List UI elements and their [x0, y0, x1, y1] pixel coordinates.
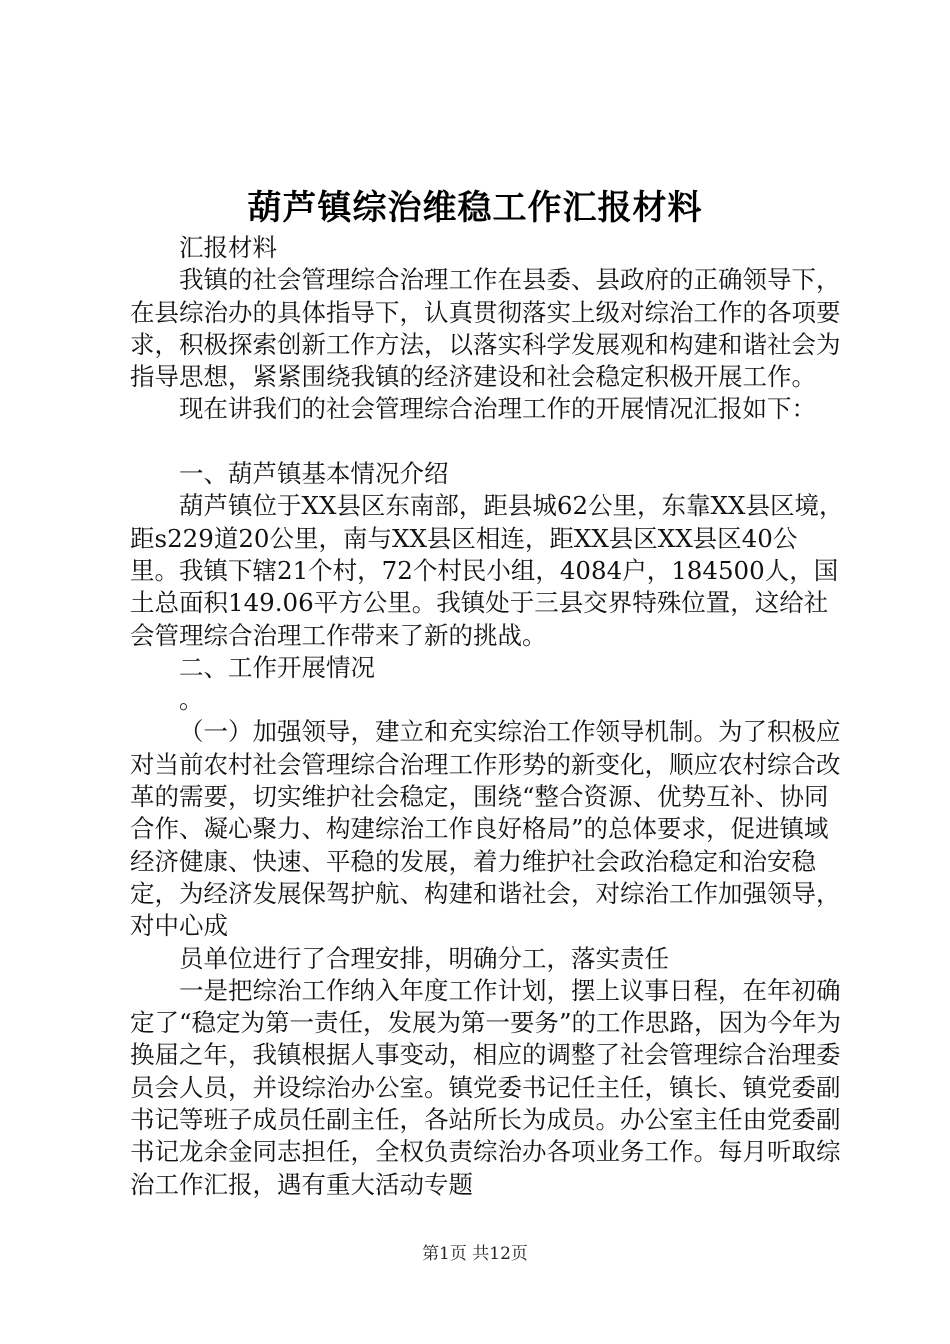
paragraph-report-lead: 现在讲我们的社会管理综合治理工作的开展情况汇报如下： [179, 394, 816, 424]
paragraph-leadership: （一）加强领导，建立和充实综治工作领导机制。为了积极应对当前农村社会管理综合治理工作形势的新变化，顺应农村综合改革的需要，切实维护社会稳定，围绕“整合资源、优势互补、协同合作、凝心聚力、构建综治工作良好格局”的总体要求，促进镇域经济健康、快速、平稳的发展，着力维护社会政治稳定和治安稳定，为经济发展保驾护航、构建和谐社会，对综治工作加强领导，对中心成 [130, 717, 841, 941]
section-heading-basic-info: 一、葫芦镇基本情况介绍 [179, 459, 449, 489]
document-body [130, 232, 844, 1201]
paragraph-period: 。 [179, 685, 204, 715]
document-title: 葫芦镇综治维稳工作汇报材料 [247, 188, 703, 228]
section-heading-work: 二、工作开展情况 [179, 652, 375, 682]
blank-line [130, 426, 844, 458]
page-number-footer: 第1页 共12页 [422, 1244, 528, 1264]
paragraph-intro: 我镇的社会管理综合治理工作在县委、县政府的正确领导下，在县综治办的具体指导下，认真贯彻落实上级对综治工作的各项要求，积极探索创新工作方法，以落实科学发展观和构建和谐社会为指导思想，紧紧围绕我镇的经济建设和社会稳定积极开展工作。 [130, 265, 841, 392]
paragraph-basic-info: 葫芦镇位于XX县区东南部，距县城62公里，东靠XX县区境，距s229道20公里，南与XX县区相连，距XX县区XX县区40公里。我镇下辖21个村，72个村民小组，4084户，184500人，国土总面积149.06平方公里。我镇处于三县交界特殊位置，这给社会管理综合治理工作带来了新的挑战。 [130, 491, 844, 650]
paragraph-heading-report: 汇报材料 [179, 233, 277, 262]
paragraph-member-units: 员单位进行了合理安排，明确分工，落实责任 [179, 943, 669, 973]
paragraph-plan: 一是把综治工作纳入年度工作计划，摆上议事日程，在年初确定了“稳定为第一责任，发展为第一要务”的工作思路，因为今年为换届之年，我镇根据人事变动，相应的调整了社会管理综合治理委员会人员，并设综治办公室。镇党委书记任主任，镇长、镇党委副书记等班子成员任副主任，各站所长为成员。办公室主任由党委副书记龙余金同志担任，全权负责综治办各项业务工作。每月听取综治工作汇报，遇有重大活动专题 [130, 975, 842, 1199]
